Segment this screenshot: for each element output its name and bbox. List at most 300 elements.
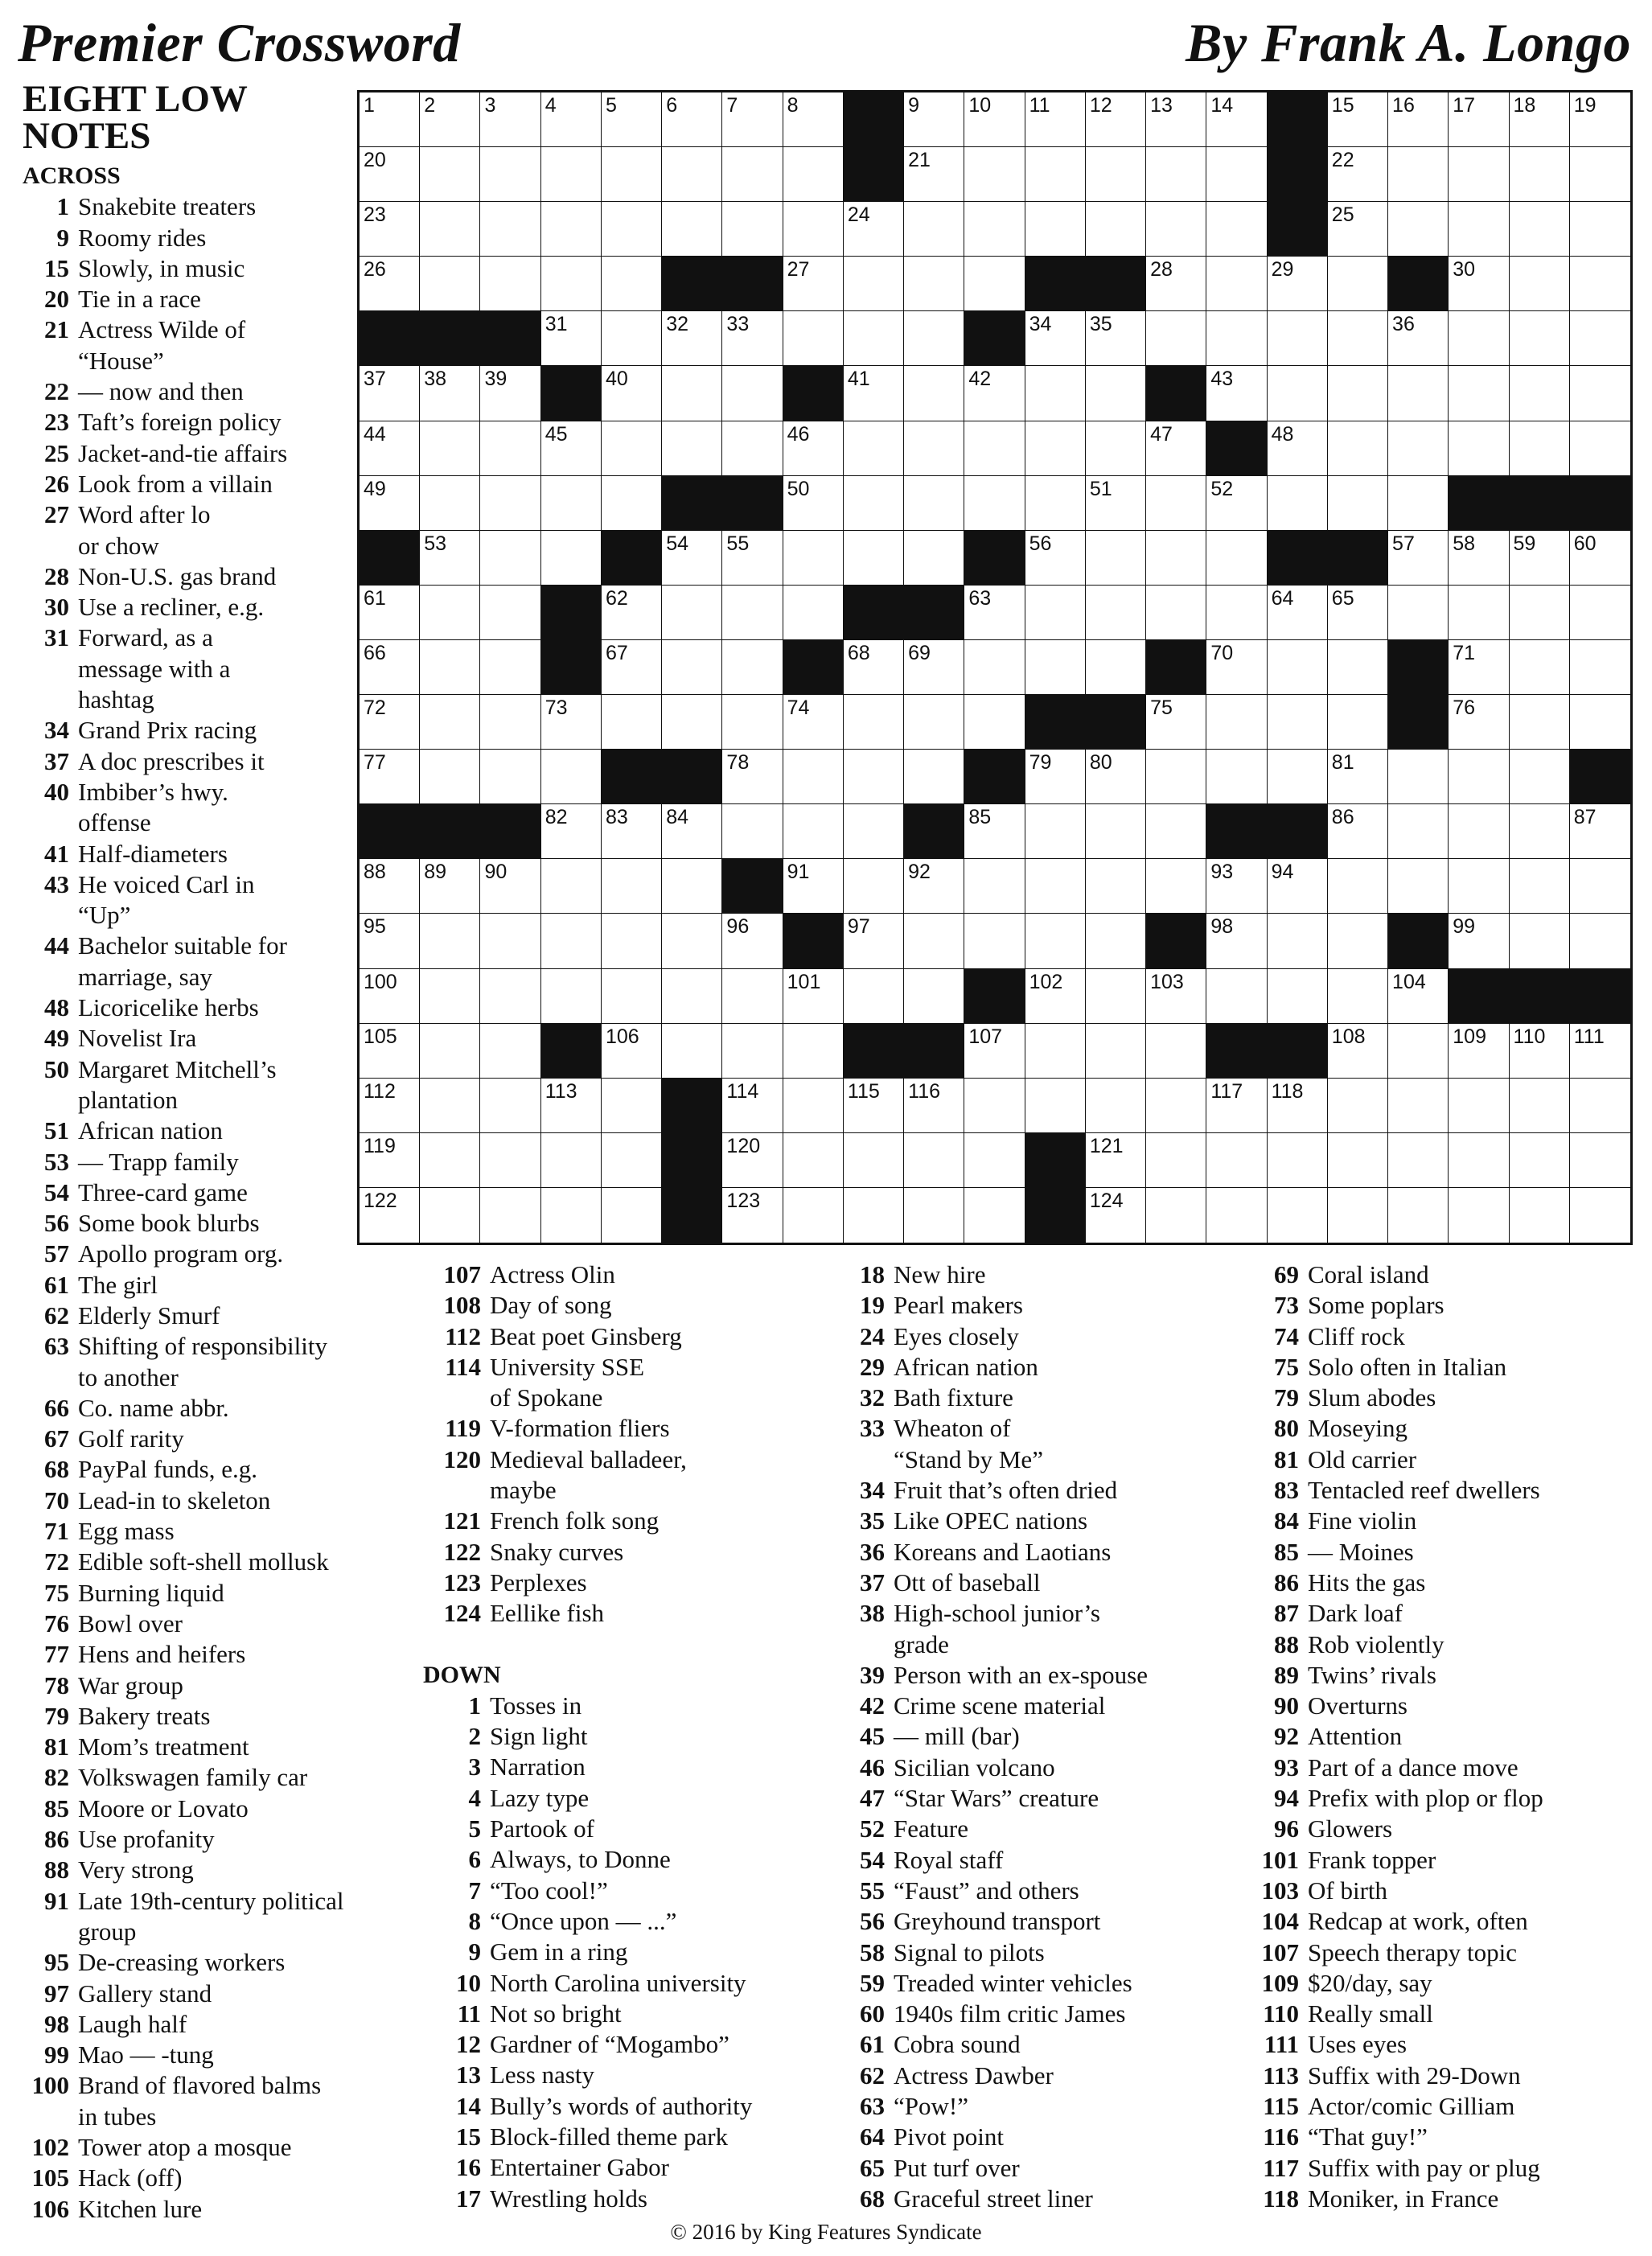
grid-cell[interactable] bbox=[722, 1079, 783, 1133]
grid-cell[interactable] bbox=[844, 311, 904, 366]
grid-cell[interactable] bbox=[1388, 92, 1449, 147]
grid-cell[interactable] bbox=[662, 147, 722, 202]
grid-cell[interactable] bbox=[602, 969, 662, 1024]
grid-cell[interactable] bbox=[1449, 695, 1509, 750]
grid-cell[interactable] bbox=[1146, 695, 1206, 750]
grid-cell[interactable] bbox=[480, 859, 540, 914]
grid-cell[interactable] bbox=[1388, 1079, 1449, 1133]
grid-cell[interactable] bbox=[1086, 969, 1146, 1024]
grid-cell[interactable] bbox=[1268, 1188, 1328, 1243]
grid-cell[interactable] bbox=[1206, 969, 1267, 1024]
grid-cell[interactable] bbox=[480, 969, 540, 1024]
grid-cell[interactable] bbox=[964, 695, 1025, 750]
grid-cell[interactable] bbox=[1570, 1133, 1630, 1188]
grid-cell[interactable] bbox=[1025, 311, 1086, 366]
grid-cell[interactable] bbox=[1510, 640, 1570, 695]
grid-cell[interactable] bbox=[964, 640, 1025, 695]
grid-cell[interactable] bbox=[783, 1133, 844, 1188]
grid-cell[interactable] bbox=[602, 202, 662, 257]
grid-cell[interactable] bbox=[602, 1024, 662, 1079]
grid-cell[interactable] bbox=[1146, 421, 1206, 476]
grid-cell[interactable] bbox=[541, 914, 602, 968]
grid-cell[interactable] bbox=[722, 531, 783, 586]
grid-cell[interactable] bbox=[420, 1079, 480, 1133]
grid-cell[interactable] bbox=[783, 750, 844, 804]
grid-cell[interactable] bbox=[1025, 531, 1086, 586]
grid-cell[interactable] bbox=[541, 311, 602, 366]
grid-cell[interactable] bbox=[964, 92, 1025, 147]
grid-cell[interactable] bbox=[541, 969, 602, 1024]
grid-cell[interactable] bbox=[602, 695, 662, 750]
grid-cell[interactable] bbox=[1328, 586, 1388, 640]
grid-cell[interactable] bbox=[1328, 311, 1388, 366]
grid-cell[interactable] bbox=[1328, 1024, 1388, 1079]
grid-cell[interactable] bbox=[1146, 969, 1206, 1024]
grid-cell[interactable] bbox=[1206, 1188, 1267, 1243]
grid-cell[interactable] bbox=[360, 92, 420, 147]
grid-cell[interactable] bbox=[420, 147, 480, 202]
grid-cell[interactable] bbox=[783, 202, 844, 257]
grid-cell[interactable] bbox=[662, 311, 722, 366]
grid-cell[interactable] bbox=[1449, 311, 1509, 366]
grid-cell[interactable] bbox=[722, 147, 783, 202]
grid-cell[interactable] bbox=[904, 914, 964, 968]
grid-cell[interactable] bbox=[1086, 311, 1146, 366]
grid-cell[interactable] bbox=[541, 804, 602, 859]
grid-cell[interactable] bbox=[1388, 969, 1449, 1024]
grid-cell[interactable] bbox=[420, 640, 480, 695]
grid-cell[interactable] bbox=[1268, 366, 1328, 421]
grid-cell[interactable] bbox=[1086, 1133, 1146, 1188]
grid-cell[interactable] bbox=[844, 969, 904, 1024]
grid-cell[interactable] bbox=[480, 586, 540, 640]
grid-cell[interactable] bbox=[722, 202, 783, 257]
grid-cell[interactable] bbox=[1449, 257, 1509, 311]
grid-cell[interactable] bbox=[1025, 147, 1086, 202]
grid-cell[interactable] bbox=[1086, 476, 1146, 531]
grid-cell[interactable] bbox=[602, 1079, 662, 1133]
grid-cell[interactable] bbox=[420, 1024, 480, 1079]
grid-cell[interactable] bbox=[1510, 202, 1570, 257]
grid-cell[interactable] bbox=[1086, 366, 1146, 421]
grid-cell[interactable] bbox=[1086, 531, 1146, 586]
grid-cell[interactable] bbox=[1510, 1188, 1570, 1243]
grid-cell[interactable] bbox=[844, 1188, 904, 1243]
grid-cell[interactable] bbox=[480, 1024, 540, 1079]
grid-cell[interactable] bbox=[480, 531, 540, 586]
grid-cell[interactable] bbox=[1086, 586, 1146, 640]
grid-cell[interactable] bbox=[420, 202, 480, 257]
grid-cell[interactable] bbox=[964, 257, 1025, 311]
grid-cell[interactable] bbox=[1328, 804, 1388, 859]
grid-cell[interactable] bbox=[1449, 586, 1509, 640]
grid-cell[interactable] bbox=[1025, 476, 1086, 531]
grid-cell[interactable] bbox=[480, 1079, 540, 1133]
grid-cell[interactable] bbox=[420, 366, 480, 421]
grid-cell[interactable] bbox=[602, 476, 662, 531]
grid-cell[interactable] bbox=[964, 804, 1025, 859]
grid-cell[interactable] bbox=[1328, 859, 1388, 914]
grid-cell[interactable] bbox=[783, 1188, 844, 1243]
grid-cell[interactable] bbox=[1449, 421, 1509, 476]
grid-cell[interactable] bbox=[722, 1133, 783, 1188]
grid-cell[interactable] bbox=[662, 695, 722, 750]
grid-cell[interactable] bbox=[1086, 804, 1146, 859]
grid-cell[interactable] bbox=[1328, 92, 1388, 147]
grid-cell[interactable] bbox=[844, 804, 904, 859]
grid-cell[interactable] bbox=[1449, 92, 1509, 147]
grid-cell[interactable] bbox=[662, 1024, 722, 1079]
grid-cell[interactable] bbox=[1388, 366, 1449, 421]
grid-cell[interactable] bbox=[964, 147, 1025, 202]
grid-cell[interactable] bbox=[541, 147, 602, 202]
grid-cell[interactable] bbox=[1328, 147, 1388, 202]
grid-cell[interactable] bbox=[1449, 531, 1509, 586]
grid-cell[interactable] bbox=[844, 750, 904, 804]
grid-cell[interactable] bbox=[480, 147, 540, 202]
grid-cell[interactable] bbox=[480, 366, 540, 421]
grid-cell[interactable] bbox=[1570, 311, 1630, 366]
grid-cell[interactable] bbox=[1328, 969, 1388, 1024]
grid-cell[interactable] bbox=[541, 695, 602, 750]
grid-cell[interactable] bbox=[783, 804, 844, 859]
grid-cell[interactable] bbox=[1146, 531, 1206, 586]
grid-cell[interactable] bbox=[1449, 1133, 1509, 1188]
grid-cell[interactable] bbox=[1510, 1024, 1570, 1079]
grid-cell[interactable] bbox=[1268, 859, 1328, 914]
grid-cell[interactable] bbox=[1206, 859, 1267, 914]
grid-cell[interactable] bbox=[904, 202, 964, 257]
grid-cell[interactable] bbox=[602, 586, 662, 640]
grid-cell[interactable] bbox=[662, 202, 722, 257]
grid-cell[interactable] bbox=[904, 1133, 964, 1188]
grid-cell[interactable] bbox=[1206, 202, 1267, 257]
grid-cell[interactable] bbox=[1449, 366, 1509, 421]
grid-cell[interactable] bbox=[1388, 1133, 1449, 1188]
grid-cell[interactable] bbox=[480, 695, 540, 750]
grid-cell[interactable] bbox=[1510, 421, 1570, 476]
grid-cell[interactable] bbox=[904, 531, 964, 586]
grid-cell[interactable] bbox=[1328, 695, 1388, 750]
grid-cell[interactable] bbox=[844, 366, 904, 421]
grid-cell[interactable] bbox=[1146, 147, 1206, 202]
grid-cell[interactable] bbox=[1146, 92, 1206, 147]
grid-cell[interactable] bbox=[1146, 476, 1206, 531]
grid-cell[interactable] bbox=[1388, 1024, 1449, 1079]
grid-cell[interactable] bbox=[602, 147, 662, 202]
grid-cell[interactable] bbox=[1510, 531, 1570, 586]
grid-cell[interactable] bbox=[662, 531, 722, 586]
grid-cell[interactable] bbox=[783, 257, 844, 311]
grid-cell[interactable] bbox=[783, 1079, 844, 1133]
grid-cell[interactable] bbox=[420, 476, 480, 531]
grid-cell[interactable] bbox=[844, 257, 904, 311]
grid-cell[interactable] bbox=[1328, 914, 1388, 968]
grid-cell[interactable] bbox=[964, 421, 1025, 476]
grid-cell[interactable] bbox=[1206, 695, 1267, 750]
grid-cell[interactable] bbox=[1086, 147, 1146, 202]
grid-cell[interactable] bbox=[1570, 531, 1630, 586]
grid-cell[interactable] bbox=[844, 640, 904, 695]
grid-cell[interactable] bbox=[1388, 804, 1449, 859]
grid-cell[interactable] bbox=[1570, 257, 1630, 311]
grid-cell[interactable] bbox=[1510, 586, 1570, 640]
grid-cell[interactable] bbox=[1086, 421, 1146, 476]
grid-cell[interactable] bbox=[1146, 804, 1206, 859]
grid-cell[interactable] bbox=[1206, 1133, 1267, 1188]
grid-cell[interactable] bbox=[783, 695, 844, 750]
grid-cell[interactable] bbox=[1388, 859, 1449, 914]
grid-cell[interactable] bbox=[1328, 750, 1388, 804]
grid-cell[interactable] bbox=[722, 750, 783, 804]
grid-cell[interactable] bbox=[1268, 476, 1328, 531]
grid-cell[interactable] bbox=[783, 311, 844, 366]
grid-cell[interactable] bbox=[480, 914, 540, 968]
grid-cell[interactable] bbox=[1268, 1133, 1328, 1188]
grid-cell[interactable] bbox=[602, 1188, 662, 1243]
grid-cell[interactable] bbox=[1206, 366, 1267, 421]
grid-cell[interactable] bbox=[1025, 969, 1086, 1024]
grid-cell[interactable] bbox=[1268, 750, 1328, 804]
grid-cell[interactable] bbox=[1510, 147, 1570, 202]
grid-cell[interactable] bbox=[904, 366, 964, 421]
grid-cell[interactable] bbox=[1510, 750, 1570, 804]
grid-cell[interactable] bbox=[1388, 476, 1449, 531]
grid-cell[interactable] bbox=[420, 969, 480, 1024]
grid-cell[interactable] bbox=[1328, 202, 1388, 257]
grid-cell[interactable] bbox=[1086, 859, 1146, 914]
grid-cell[interactable] bbox=[722, 311, 783, 366]
grid-cell[interactable] bbox=[904, 969, 964, 1024]
grid-cell[interactable] bbox=[904, 1079, 964, 1133]
grid-cell[interactable] bbox=[1206, 586, 1267, 640]
grid-cell[interactable] bbox=[1086, 750, 1146, 804]
grid-cell[interactable] bbox=[662, 914, 722, 968]
grid-cell[interactable] bbox=[1570, 1188, 1630, 1243]
grid-cell[interactable] bbox=[1206, 92, 1267, 147]
grid-cell[interactable] bbox=[1268, 586, 1328, 640]
grid-cell[interactable] bbox=[844, 421, 904, 476]
grid-cell[interactable] bbox=[904, 421, 964, 476]
grid-cell[interactable] bbox=[602, 257, 662, 311]
grid-cell[interactable] bbox=[904, 311, 964, 366]
grid-cell[interactable] bbox=[1570, 695, 1630, 750]
grid-cell[interactable] bbox=[1510, 366, 1570, 421]
grid-cell[interactable] bbox=[1146, 859, 1206, 914]
grid-cell[interactable] bbox=[1268, 1079, 1328, 1133]
grid-cell[interactable] bbox=[844, 1133, 904, 1188]
grid-cell[interactable] bbox=[602, 859, 662, 914]
grid-cell[interactable] bbox=[1025, 859, 1086, 914]
grid-cell[interactable] bbox=[904, 859, 964, 914]
grid-cell[interactable] bbox=[662, 92, 722, 147]
grid-cell[interactable] bbox=[1328, 1188, 1388, 1243]
grid-cell[interactable] bbox=[602, 914, 662, 968]
grid-cell[interactable] bbox=[1146, 257, 1206, 311]
grid-cell[interactable] bbox=[1086, 202, 1146, 257]
grid-cell[interactable] bbox=[722, 695, 783, 750]
grid-cell[interactable] bbox=[662, 366, 722, 421]
grid-cell[interactable] bbox=[1206, 311, 1267, 366]
grid-cell[interactable] bbox=[904, 147, 964, 202]
grid-cell[interactable] bbox=[722, 804, 783, 859]
grid-cell[interactable] bbox=[844, 202, 904, 257]
grid-cell[interactable] bbox=[1510, 257, 1570, 311]
grid-cell[interactable] bbox=[964, 586, 1025, 640]
grid-cell[interactable] bbox=[964, 1188, 1025, 1243]
grid-cell[interactable] bbox=[1570, 640, 1630, 695]
grid-cell[interactable] bbox=[541, 750, 602, 804]
grid-cell[interactable] bbox=[1086, 914, 1146, 968]
grid-cell[interactable] bbox=[420, 1188, 480, 1243]
grid-cell[interactable] bbox=[1388, 531, 1449, 586]
grid-cell[interactable] bbox=[541, 1079, 602, 1133]
grid-cell[interactable] bbox=[1449, 1079, 1509, 1133]
grid-cell[interactable] bbox=[1328, 1079, 1388, 1133]
grid-cell[interactable] bbox=[1570, 859, 1630, 914]
grid-cell[interactable] bbox=[1328, 366, 1388, 421]
grid-cell[interactable] bbox=[662, 969, 722, 1024]
grid-cell[interactable] bbox=[1086, 1024, 1146, 1079]
grid-cell[interactable] bbox=[904, 476, 964, 531]
grid-cell[interactable] bbox=[964, 476, 1025, 531]
grid-cell[interactable] bbox=[783, 147, 844, 202]
grid-cell[interactable] bbox=[1206, 531, 1267, 586]
grid-cell[interactable] bbox=[1449, 1188, 1509, 1243]
grid-cell[interactable] bbox=[1206, 476, 1267, 531]
grid-cell[interactable] bbox=[1086, 1188, 1146, 1243]
grid-cell[interactable] bbox=[1328, 1133, 1388, 1188]
grid-cell[interactable] bbox=[783, 859, 844, 914]
grid-cell[interactable] bbox=[1268, 969, 1328, 1024]
grid-cell[interactable] bbox=[1388, 1188, 1449, 1243]
grid-cell[interactable] bbox=[783, 1024, 844, 1079]
grid-cell[interactable] bbox=[722, 92, 783, 147]
grid-cell[interactable] bbox=[480, 92, 540, 147]
grid-cell[interactable] bbox=[844, 859, 904, 914]
grid-cell[interactable] bbox=[722, 1188, 783, 1243]
grid-cell[interactable] bbox=[480, 1188, 540, 1243]
grid-cell[interactable] bbox=[541, 257, 602, 311]
grid-cell[interactable] bbox=[602, 311, 662, 366]
grid-cell[interactable] bbox=[1146, 1079, 1206, 1133]
grid-cell[interactable] bbox=[1388, 421, 1449, 476]
grid-cell[interactable] bbox=[1206, 1079, 1267, 1133]
grid-cell[interactable] bbox=[541, 1188, 602, 1243]
grid-cell[interactable] bbox=[662, 859, 722, 914]
grid-cell[interactable] bbox=[420, 1133, 480, 1188]
grid-cell[interactable] bbox=[1025, 586, 1086, 640]
grid-cell[interactable] bbox=[1449, 914, 1509, 968]
grid-cell[interactable] bbox=[904, 640, 964, 695]
grid-cell[interactable] bbox=[1086, 640, 1146, 695]
grid-cell[interactable] bbox=[420, 914, 480, 968]
grid-cell[interactable] bbox=[964, 1133, 1025, 1188]
grid-cell[interactable] bbox=[541, 421, 602, 476]
grid-cell[interactable] bbox=[1510, 311, 1570, 366]
grid-cell[interactable] bbox=[541, 531, 602, 586]
grid-cell[interactable] bbox=[1025, 421, 1086, 476]
grid-cell[interactable] bbox=[1510, 92, 1570, 147]
grid-cell[interactable] bbox=[1570, 586, 1630, 640]
grid-cell[interactable] bbox=[844, 531, 904, 586]
grid-cell[interactable] bbox=[1206, 914, 1267, 968]
grid-cell[interactable] bbox=[964, 1024, 1025, 1079]
grid-cell[interactable] bbox=[1388, 750, 1449, 804]
grid-cell[interactable] bbox=[783, 476, 844, 531]
grid-cell[interactable] bbox=[904, 257, 964, 311]
grid-cell[interactable] bbox=[1388, 586, 1449, 640]
grid-cell[interactable] bbox=[1449, 1024, 1509, 1079]
grid-cell[interactable] bbox=[480, 257, 540, 311]
grid-cell[interactable] bbox=[722, 914, 783, 968]
grid-cell[interactable] bbox=[602, 92, 662, 147]
grid-cell[interactable] bbox=[904, 695, 964, 750]
grid-cell[interactable] bbox=[1510, 695, 1570, 750]
grid-cell[interactable] bbox=[722, 1024, 783, 1079]
grid-cell[interactable] bbox=[844, 476, 904, 531]
grid-cell[interactable] bbox=[844, 695, 904, 750]
grid-cell[interactable] bbox=[480, 750, 540, 804]
grid-cell[interactable] bbox=[1268, 695, 1328, 750]
grid-cell[interactable] bbox=[1328, 640, 1388, 695]
grid-cell[interactable] bbox=[420, 531, 480, 586]
grid-cell[interactable] bbox=[783, 586, 844, 640]
grid-cell[interactable] bbox=[964, 202, 1025, 257]
grid-cell[interactable] bbox=[1025, 750, 1086, 804]
grid-cell[interactable] bbox=[602, 1133, 662, 1188]
grid-cell[interactable] bbox=[420, 257, 480, 311]
grid-cell[interactable] bbox=[541, 1133, 602, 1188]
grid-cell[interactable] bbox=[904, 92, 964, 147]
grid-cell[interactable] bbox=[722, 421, 783, 476]
grid-cell[interactable] bbox=[1570, 366, 1630, 421]
grid-cell[interactable] bbox=[662, 804, 722, 859]
grid-cell[interactable] bbox=[1449, 750, 1509, 804]
grid-cell[interactable] bbox=[420, 750, 480, 804]
grid-cell[interactable] bbox=[1206, 640, 1267, 695]
grid-cell[interactable] bbox=[662, 586, 722, 640]
grid-cell[interactable] bbox=[964, 914, 1025, 968]
grid-cell[interactable] bbox=[722, 640, 783, 695]
grid-cell[interactable] bbox=[1268, 640, 1328, 695]
grid-cell[interactable] bbox=[602, 366, 662, 421]
grid-cell[interactable] bbox=[1146, 1188, 1206, 1243]
grid-cell[interactable] bbox=[1328, 421, 1388, 476]
grid-cell[interactable] bbox=[964, 366, 1025, 421]
grid-cell[interactable] bbox=[844, 914, 904, 968]
grid-cell[interactable] bbox=[1449, 859, 1509, 914]
grid-cell[interactable] bbox=[1510, 1133, 1570, 1188]
grid-cell[interactable] bbox=[480, 476, 540, 531]
grid-cell[interactable] bbox=[1510, 914, 1570, 968]
grid-cell[interactable] bbox=[1206, 147, 1267, 202]
grid-cell[interactable] bbox=[722, 366, 783, 421]
grid-cell[interactable] bbox=[844, 1079, 904, 1133]
grid-cell[interactable] bbox=[783, 969, 844, 1024]
grid-cell[interactable] bbox=[420, 92, 480, 147]
grid-cell[interactable] bbox=[722, 969, 783, 1024]
grid-cell[interactable] bbox=[480, 640, 540, 695]
grid-cell[interactable] bbox=[1025, 640, 1086, 695]
grid-cell[interactable] bbox=[1268, 914, 1328, 968]
grid-cell[interactable] bbox=[1328, 476, 1388, 531]
grid-cell[interactable] bbox=[783, 421, 844, 476]
grid-cell[interactable] bbox=[1570, 1079, 1630, 1133]
grid-cell[interactable] bbox=[1570, 147, 1630, 202]
grid-cell[interactable] bbox=[602, 421, 662, 476]
grid-cell[interactable] bbox=[662, 640, 722, 695]
